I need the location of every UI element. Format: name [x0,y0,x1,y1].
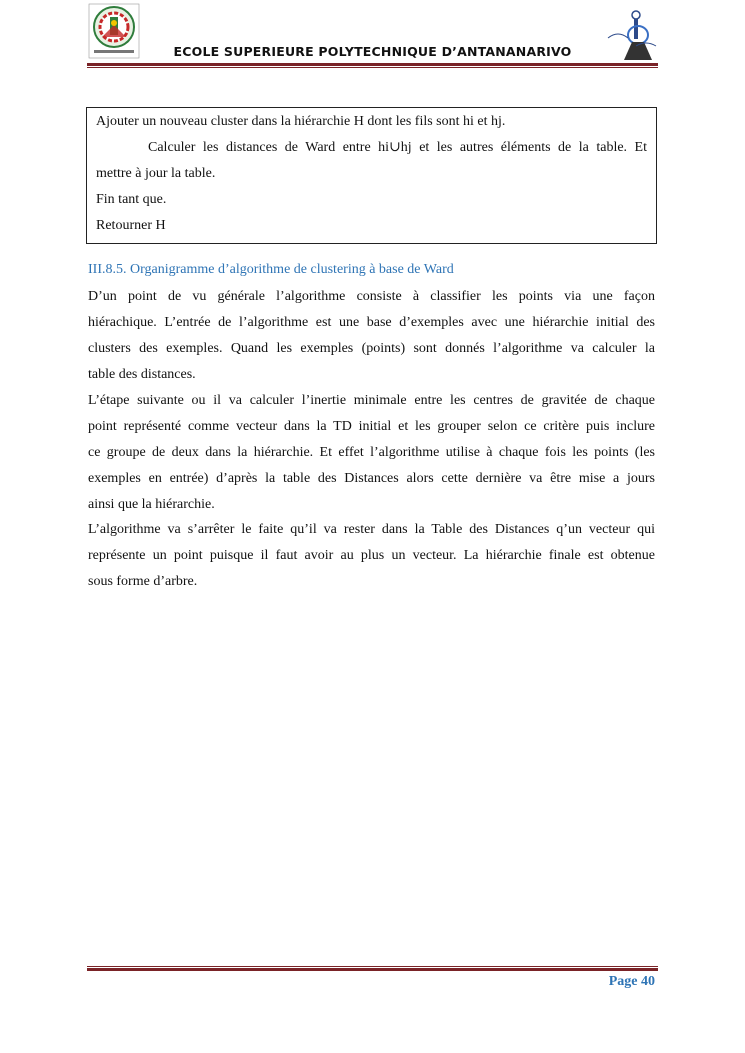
paragraph-line: L’algorithme va s’arrêter le faite qu’il va rester dans la Table des Distances q’un vecteur qui [88,522,655,537]
paragraph-line: L’étape suivante ou il va calculer l’inertie minimale entre les centres de gravitée de chaque [88,393,655,408]
algorithm-line: Calculer les distances de Ward entre hi∪hj et les autres éléments de la table. Et [148,140,647,155]
header-rule-thick [87,63,658,66]
page-number: Page 40 [608,974,655,989]
paragraph-line: ce groupe de deux dans la hiérarchie. Et effet l’algorithme utilise à chaque fois les points (les [88,445,655,460]
footer-rule-thick [87,968,658,971]
paragraph-line: représente un point puisque il faut avoir au plus un vecteur. La hiérarchie finale est obtenue [88,548,655,563]
school-name-header: ECOLE SUPERIEURE POLYTECHNIQUE D’ANTANANARIVO [173,44,572,59]
paragraph-line: table des distances. [88,367,196,382]
paragraph-line: hiérachique. L’entrée de l’algorithme est une base d’exemples avec une hiérarchie initial des [88,315,655,330]
paragraph-line: ainsi que la hiérarchie. [88,497,215,512]
algorithm-line: mettre à jour la table. [96,166,216,181]
algorithm-line: Retourner H [96,218,166,233]
header-rule-thin [87,67,658,68]
paragraph-line: clusters des exemples. Quand les exemples (points) sont donnés l’algorithme va calculer la [88,341,655,356]
industrial-engineering-logo [606,8,658,62]
algorithm-line: Fin tant que. [96,192,167,207]
algorithm-line: Ajouter un nouveau cluster dans la hiérarchie H dont les fils sont hi et hj. [96,114,506,129]
paragraph-line: sous forme d’arbre. [88,574,198,589]
paragraph-line: point représenté comme vecteur dans la TD initial et les grouper selon ce critère puis inclure [88,419,655,434]
paragraph-line: D’un point de vu générale l’algorithme consiste à classifier les points via une façon [88,289,655,304]
algorithm-box [86,107,657,244]
paragraph-line: exemples en entrée) d’après la table des Distances alors cette dernière va être mise a jours [88,471,655,486]
section-heading: III.8.5. Organigramme d’algorithme de clustering à base de Ward [88,262,454,277]
footer-rule-thin [87,966,658,967]
